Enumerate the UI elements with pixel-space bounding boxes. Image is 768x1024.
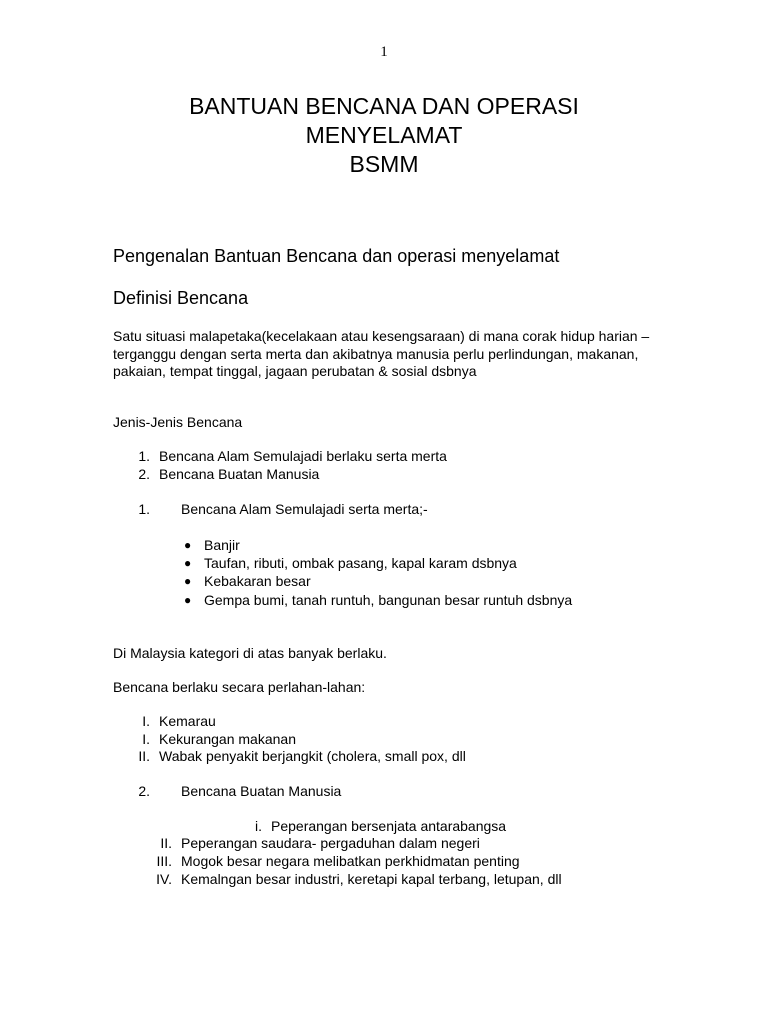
section2-list-marker: II. — [160, 835, 172, 851]
bullet-icon: ● — [184, 556, 192, 570]
types-list-marker: 1. — [138, 448, 150, 464]
slow-list-marker: I. — [142, 713, 150, 729]
section1-bullet-item: Banjir — [204, 537, 240, 553]
title-line-1: BANTUAN BENCANA DAN OPERASI — [189, 93, 579, 119]
section2-list-marker: i. — [255, 818, 262, 834]
types-heading: Jenis-Jenis Bencana — [113, 414, 243, 430]
slow-heading: Bencana berlaku secara perlahan-lahan: — [113, 679, 366, 695]
section2-list-marker: IV. — [156, 871, 172, 887]
intro-heading: Pengenalan Bantuan Bencana dan operasi menyelamat — [113, 246, 560, 266]
bullet-icon: ● — [184, 538, 192, 552]
section2-list-marker: III. — [156, 853, 172, 869]
section2-heading: Bencana Buatan Manusia — [181, 783, 342, 799]
types-list-item: Bencana Buatan Manusia — [159, 466, 320, 482]
definition-paragraph: Satu situasi malapetaka(kecelakaan atau kesengsaraan) di mana corak hidup harian – terganggu dengan serta merta dan akibatnya manusia perlu perlindungan, makanan, pakaian, tempat tinggal, jagaan perubatan & sosial dsbnya — [113, 328, 650, 379]
section2-list-item: Peperangan saudara- pergaduhan dalam negeri — [181, 835, 480, 851]
section1-heading: Bencana Alam Semulajadi serta merta;- — [181, 501, 428, 517]
malaysia-paragraph: Di Malaysia kategori di atas banyak berlaku. — [113, 645, 387, 661]
bullet-icon: ● — [184, 574, 192, 588]
section2-marker: 2. — [138, 783, 150, 799]
title-line-3: BSMM — [349, 151, 419, 177]
section2-list-item: Mogok besar negara melibatkan perkhidmatan penting — [181, 853, 520, 869]
types-list-item: Bencana Alam Semulajadi berlaku serta merta — [159, 448, 447, 464]
slow-list-item: Wabak penyakit berjangkit (cholera, small pox, dll — [159, 748, 466, 764]
section1-bullet-item: Taufan, ributi, ombak pasang, kapal karam dsbnya — [204, 555, 517, 571]
bullet-icon: ● — [184, 593, 192, 607]
section1-bullet-item: Gempa bumi, tanah runtuh, bangunan besar runtuh dsbnya — [204, 592, 573, 608]
page-number: 1 — [380, 44, 388, 60]
slow-list-marker: II. — [138, 748, 150, 764]
slow-list-marker: I. — [142, 731, 150, 747]
section1-bullet-item: Kebakaran besar — [204, 573, 311, 589]
definition-heading: Definisi Bencana — [113, 288, 249, 308]
section2-list-item: Peperangan bersenjata antarabangsa — [271, 818, 507, 834]
slow-list-item: Kekurangan makanan — [159, 731, 296, 747]
types-list-marker: 2. — [138, 466, 150, 482]
section1-marker: 1. — [138, 501, 150, 517]
section2-list-item: Kemalngan besar industri, keretapi kapal terbang, letupan, dll — [181, 871, 562, 887]
slow-list-item: Kemarau — [159, 713, 216, 729]
title-line-2: MENYELAMAT — [305, 122, 463, 148]
document-title — [0, 92, 768, 179]
